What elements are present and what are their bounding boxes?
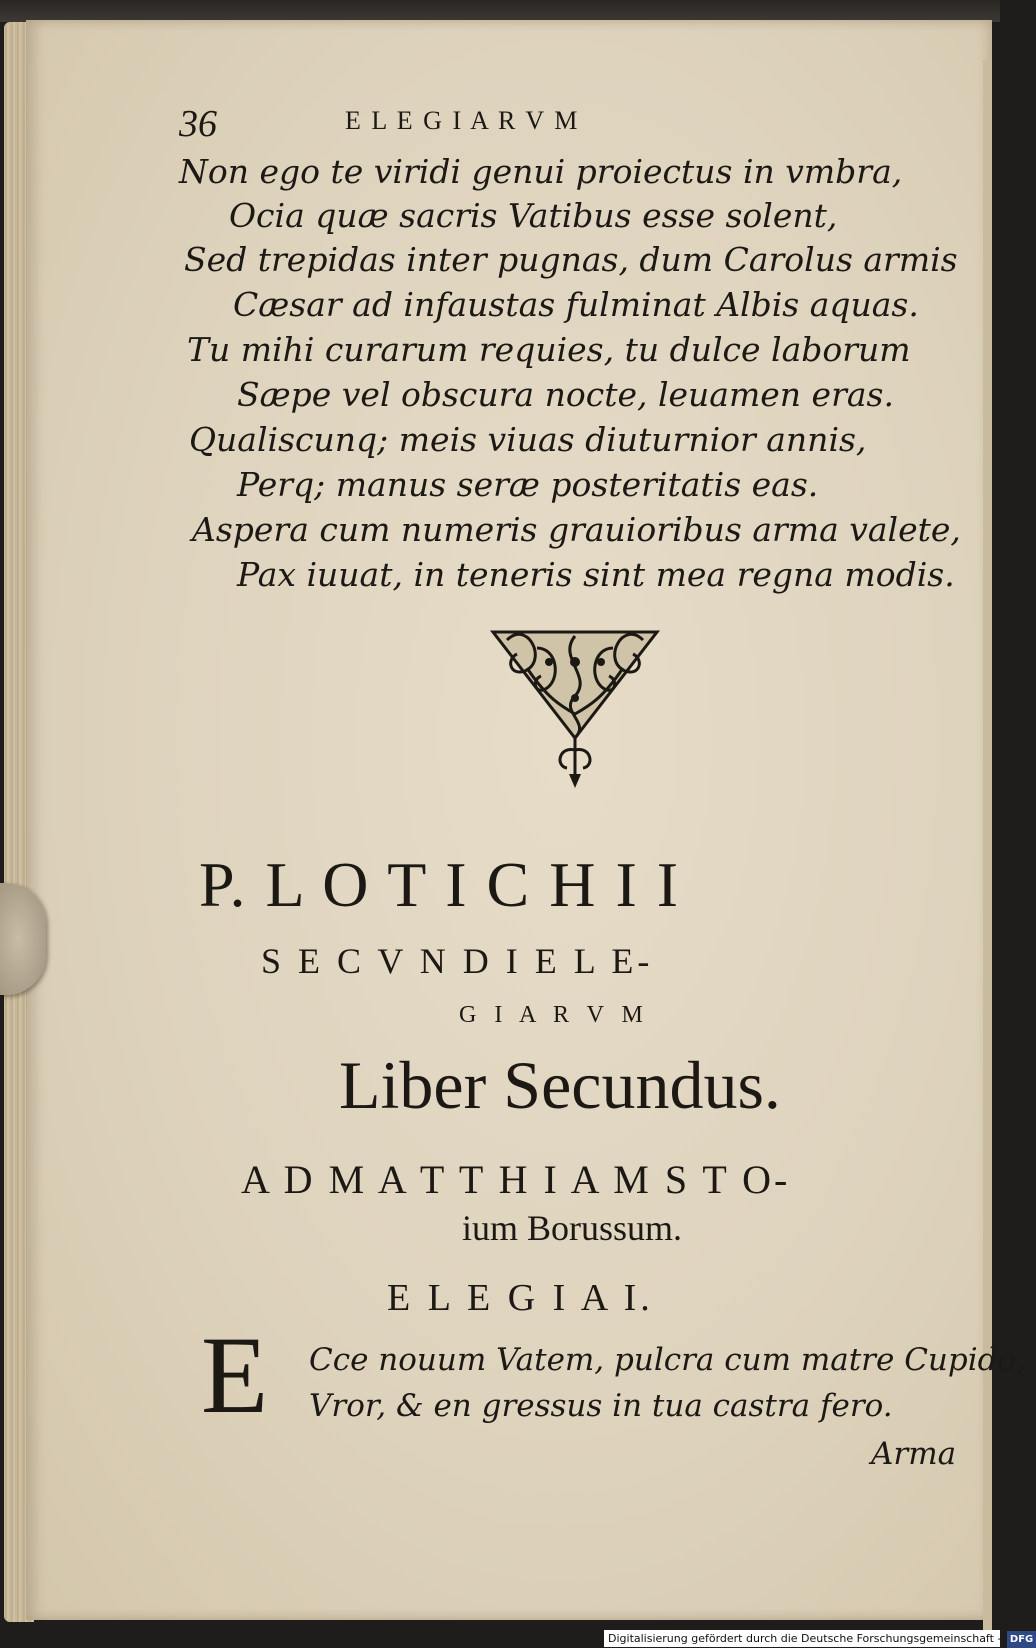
running-title: E L E G I A R V M	[345, 106, 580, 135]
book-page	[26, 20, 1026, 1620]
book-title-line-3: G I A R V M	[459, 1002, 649, 1028]
elegy-heading: E L E G I A I.	[387, 1277, 654, 1319]
elegy-line: Cce nouum Vatem, pulcra cum matre Cupido,	[309, 1342, 1026, 1378]
verse-line: Non ego te viridi genui proiectus in vmbra,	[179, 152, 903, 191]
verse-line: Tu mihi curarum requies, tu dulce laborum	[187, 330, 911, 369]
verse-line: Cæsar ad infaustas fulminat Albis aquas.	[233, 285, 919, 324]
book-title-line-1: P. L O T I C H I I	[199, 849, 681, 920]
verse-line: Aspera cum numeris grauioribus arma valete,	[192, 510, 961, 549]
drop-cap-letter: E	[201, 1314, 269, 1436]
dfg-logo-icon: DFG	[1007, 1631, 1036, 1648]
verse-line: Ocia quæ sacris Vatibus esse solent,	[229, 196, 838, 235]
page-number: 36	[179, 103, 217, 145]
verse-line: Pax iuuat, in teneris sint mea regna modis.	[237, 555, 955, 594]
verse-line: Sæpe vel obscura nocte, leuamen eras.	[237, 375, 894, 414]
dedication-line-2: ium Borussum.	[462, 1208, 683, 1248]
book-title-line-4: Liber Secundus.	[339, 1047, 781, 1123]
page-right-edge	[983, 60, 992, 1640]
fleuron-ornament	[487, 618, 663, 790]
book-title-line-2: S E C V N D I E L E-	[261, 941, 654, 981]
footer-text: Digitalisierung gefördert durch die Deutsche Forschungsgemeinschaft -	[608, 1632, 1002, 1645]
catchword: Arma	[871, 1436, 957, 1472]
scan-background-top	[0, 0, 1000, 22]
elegy-line: Vror, & en gressus in tua castra fero.	[309, 1388, 893, 1424]
digitization-footer	[604, 1630, 1034, 1647]
verse-line: Qualiscunq; meis viuas diuturnior annis,	[189, 420, 867, 459]
dedication-line-1: A D M A T T H I A M S T O-	[241, 1157, 791, 1202]
verse-line: Sed trepidas inter pugnas, dum Carolus armis	[184, 240, 958, 279]
verse-line: Perq; manus seræ posteritatis eas.	[237, 465, 819, 504]
